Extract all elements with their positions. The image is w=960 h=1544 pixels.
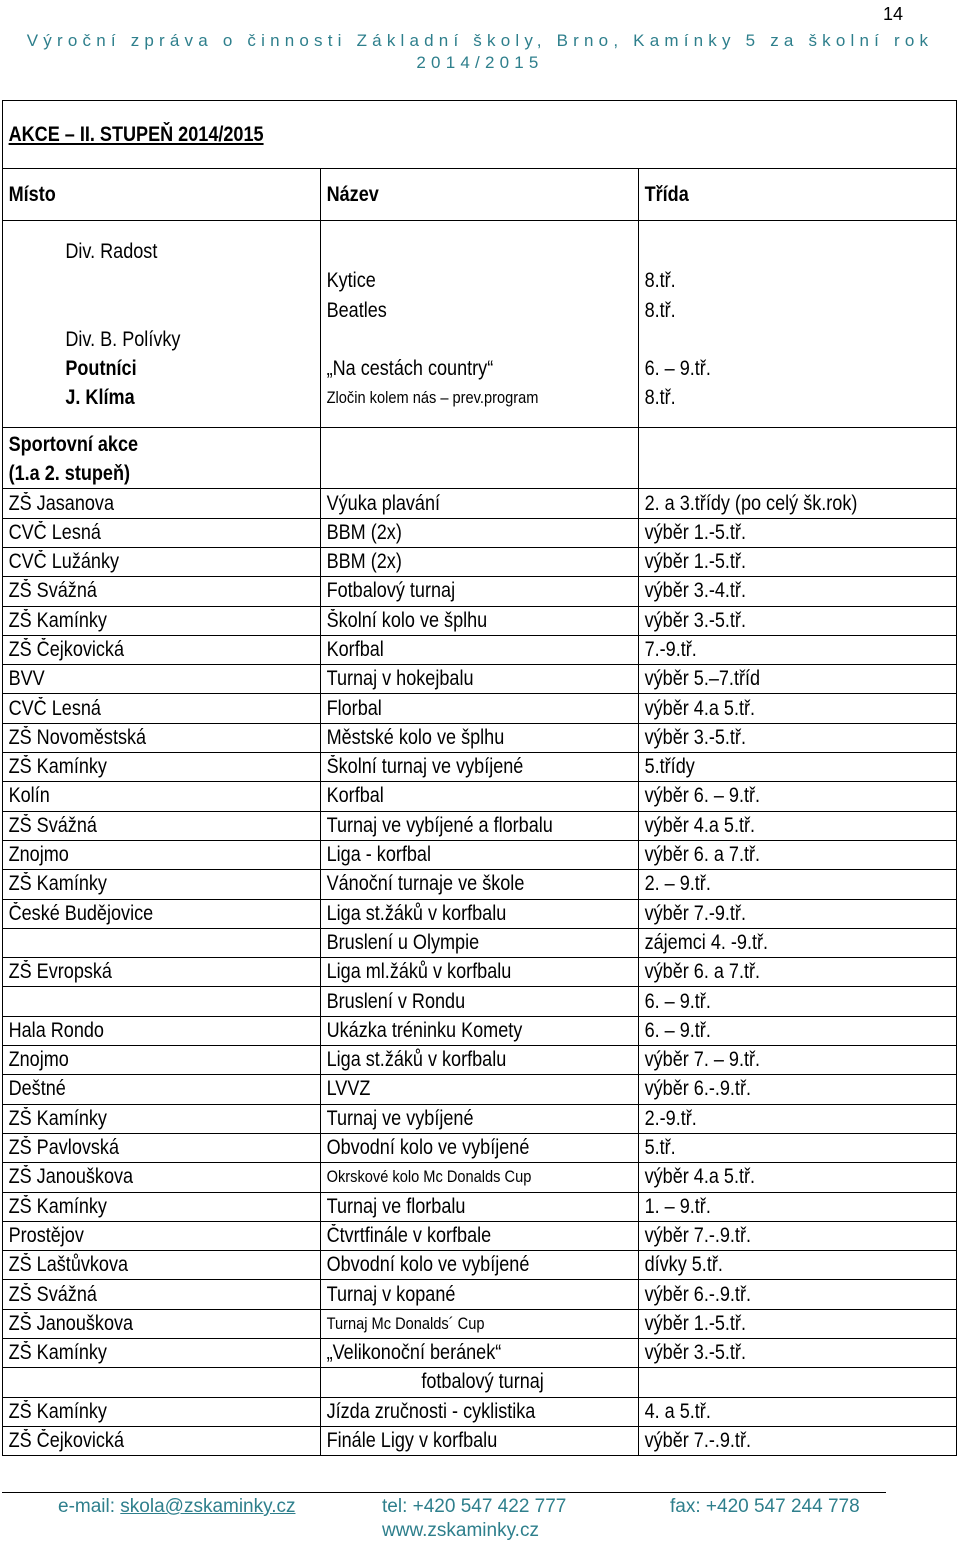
cell-nazev: Ukázka tréninku Komety xyxy=(321,1016,594,1045)
cell-misto: Deštné xyxy=(3,1075,276,1104)
header-row xyxy=(3,169,957,221)
cell-trida: výběr 4.a 5.tř. xyxy=(639,1163,912,1192)
culture-nazev: Kytice xyxy=(326,269,376,293)
culture-misto: J. Klíma xyxy=(64,386,135,410)
cell-trida: 7.-9.tř. xyxy=(639,635,912,664)
cell-trida: dívky 5.tř. xyxy=(639,1251,912,1280)
cell-trida: výběr 6.-.9.tř. xyxy=(639,1075,912,1104)
footer-web[interactable]: www.zskaminky.cz xyxy=(382,1520,539,1541)
cell-trida: 2. a 3.třídy (po celý šk.rok) xyxy=(639,489,912,518)
cell-nazev: Okrskové kolo Mc Donalds Cup xyxy=(321,1163,594,1192)
table-row xyxy=(3,635,957,664)
cell-misto: ZŠ Kamínky xyxy=(3,753,276,782)
table-row xyxy=(3,723,957,752)
cell-nazev: Turnaj ve vybíjené a florbalu xyxy=(321,811,594,840)
cell-nazev: BBM (2x) xyxy=(321,518,594,547)
table-row xyxy=(3,753,957,782)
cell-nazev: Fotbalový turnaj xyxy=(321,577,594,606)
table-title: AKCE – II. STUPEŇ 2014/2015 xyxy=(8,122,264,146)
culture-trida: 8.tř. xyxy=(644,386,676,410)
cell-misto: ZŠ Kamínky xyxy=(3,1397,276,1426)
cell-misto: BVV xyxy=(3,665,276,694)
culture-nazev: Beatles xyxy=(326,298,387,322)
cell-trida: zájemci 4. -9.tř. xyxy=(639,928,912,957)
cell-misto xyxy=(3,928,276,957)
table-row xyxy=(3,1280,957,1309)
cell-misto: ZŠ Novoměstská xyxy=(3,723,276,752)
table-row xyxy=(3,1221,957,1250)
cell-trida: 2.-9.tř. xyxy=(639,1104,912,1133)
column-header-nazev: Název xyxy=(321,169,594,221)
table-row xyxy=(3,958,957,987)
cell-trida: 1. – 9.tř. xyxy=(639,1192,912,1221)
table-row xyxy=(3,1426,957,1455)
cell-trida: 6. – 9.tř. xyxy=(639,987,912,1016)
culture-block xyxy=(3,221,957,428)
table-row xyxy=(3,1192,957,1221)
sport-heading-sub: (1.a 2. stupeň) xyxy=(8,462,130,486)
culture-nazev xyxy=(326,325,593,354)
table-row xyxy=(3,1075,957,1104)
table-row xyxy=(3,1046,957,1075)
table-row xyxy=(3,1016,957,1045)
cell-nazev: Korfbal xyxy=(321,635,594,664)
table-row xyxy=(3,1309,957,1338)
cell-trida: výběr 5.–7.tříd xyxy=(639,665,912,694)
cell-misto: Kolín xyxy=(3,782,276,811)
table-row xyxy=(3,782,957,811)
cell-misto: ZŠ Laštůvkova xyxy=(3,1251,276,1280)
cell-misto: Znojmo xyxy=(3,840,276,869)
cell-misto: ZŠ Kamínky xyxy=(3,870,276,899)
cell-misto xyxy=(3,987,276,1016)
cell-misto: ZŠ Janouškova xyxy=(3,1163,276,1192)
culture-trida xyxy=(644,325,911,354)
cell-nazev: Liga ml.žáků v korfbalu xyxy=(321,958,594,987)
cell-trida: 5.tř. xyxy=(639,1133,912,1162)
culture-misto xyxy=(8,296,275,325)
cell-trida: výběr 7.-.9.tř. xyxy=(639,1426,912,1455)
cell-nazev: Bruslení u Olympie xyxy=(321,928,594,957)
cell-misto: ZŠ Janouškova xyxy=(3,1309,276,1338)
table-row xyxy=(3,870,957,899)
sport-heading-row xyxy=(3,427,957,489)
table-row xyxy=(3,928,957,957)
cell-nazev: Školní kolo ve šplhu xyxy=(321,606,594,635)
cell-misto: ZŠ Jasanova xyxy=(3,489,276,518)
culture-misto xyxy=(8,266,275,295)
cell-trida xyxy=(639,1368,912,1397)
cell-misto: Hala Rondo xyxy=(3,1016,276,1045)
table-row xyxy=(3,1163,957,1192)
footer-email: e-mail: skola@zskaminky.cz xyxy=(58,1496,296,1517)
cell-trida: výběr 1.-5.tř. xyxy=(639,1309,912,1338)
cell-misto xyxy=(3,1368,276,1397)
cell-nazev: Obvodní kolo ve vybíjené xyxy=(321,1133,594,1162)
culture-trida: 6. – 9.tř. xyxy=(644,357,711,381)
cell-misto: ZŠ Čejkovická xyxy=(3,1426,276,1455)
cell-nazev: Výuka plavání xyxy=(321,489,594,518)
cell-misto: CVČ Lesná xyxy=(3,694,276,723)
table-row xyxy=(3,811,957,840)
report-header xyxy=(0,30,960,74)
cell-nazev: Finále Ligy v korfbalu xyxy=(321,1426,594,1455)
cell-misto: ZŠ Kamínky xyxy=(3,1338,276,1367)
table-row xyxy=(3,1338,957,1367)
table-row xyxy=(3,899,957,928)
cell-trida: 6. – 9.tř. xyxy=(639,1016,912,1045)
cell-nazev: Obvodní kolo ve vybíjené xyxy=(321,1251,594,1280)
column-header-misto: Místo xyxy=(3,169,276,221)
culture-misto: Div. B. Polívky xyxy=(64,327,180,351)
cell-trida: výběr 6. – 9.tř. xyxy=(639,782,912,811)
footer-tel: tel: +420 547 422 777 xyxy=(382,1496,567,1517)
title-row xyxy=(3,101,957,169)
cell-misto: ZŠ Pavlovská xyxy=(3,1133,276,1162)
cell-misto: ZŠ Kamínky xyxy=(3,606,276,635)
page-number: 14 xyxy=(883,4,904,24)
table-row xyxy=(3,489,957,518)
culture-nazev: „Na cestách country“ xyxy=(326,357,493,381)
cell-nazev: „Velikonoční beránek“ xyxy=(321,1338,594,1367)
cell-nazev: Liga - korfbal xyxy=(321,840,594,869)
cell-nazev: fotbalový turnaj xyxy=(343,1368,616,1397)
cell-misto: ZŠ Čejkovická xyxy=(3,635,276,664)
cell-misto: ZŠ Svážná xyxy=(3,577,276,606)
column-header-trida: Třída xyxy=(639,169,912,221)
footer-divider xyxy=(2,1492,886,1493)
cell-nazev: Vánoční turnaje ve škole xyxy=(321,870,594,899)
cell-nazev: Jízda zručnosti - cyklistika xyxy=(321,1397,594,1426)
cell-trida: 4. a 5.tř. xyxy=(639,1397,912,1426)
table-row xyxy=(3,694,957,723)
cell-misto: Prostějov xyxy=(3,1221,276,1250)
cell-trida: výběr 7.-9.tř. xyxy=(639,899,912,928)
cell-trida: výběr 3.-4.tř. xyxy=(639,577,912,606)
cell-nazev: Turnaj v hokejbalu xyxy=(321,665,594,694)
cell-misto: CVČ Lesná xyxy=(3,518,276,547)
cell-trida: výběr 3.-5.tř. xyxy=(639,723,912,752)
cell-nazev: LVVZ xyxy=(321,1075,594,1104)
table-row xyxy=(3,518,957,547)
table-row xyxy=(3,1104,957,1133)
cell-nazev: Školní turnaj ve vybíjené xyxy=(321,753,594,782)
culture-nazev xyxy=(326,237,593,266)
table-row xyxy=(3,987,957,1016)
cell-trida: výběr 6. a 7.tř. xyxy=(639,840,912,869)
cell-trida: výběr 6. a 7.tř. xyxy=(639,958,912,987)
culture-trida xyxy=(644,237,911,266)
cell-trida: výběr 1.-5.tř. xyxy=(639,518,912,547)
cell-trida: výběr 7.-.9.tř. xyxy=(639,1221,912,1250)
footer-fax: fax: +420 547 244 778 xyxy=(670,1496,860,1517)
table-row xyxy=(3,606,957,635)
cell-misto: České Budějovice xyxy=(3,899,276,928)
cell-misto: ZŠ Svážná xyxy=(3,1280,276,1309)
cell-nazev: Městské kolo ve šplhu xyxy=(321,723,594,752)
table-row xyxy=(3,1368,957,1397)
cell-nazev: BBM (2x) xyxy=(321,547,594,576)
cell-nazev: Čtvrtfinále v korfbale xyxy=(321,1221,594,1250)
culture-trida: 8.tř. xyxy=(644,298,676,322)
header-line-1: Výroční zpráva o činnosti Základní školy, Brno, Kamínky 5 za školní rok xyxy=(26,31,934,50)
cell-trida: 2. – 9.tř. xyxy=(639,870,912,899)
cell-misto: ZŠ Evropská xyxy=(3,958,276,987)
cell-trida: 5.třídy xyxy=(639,753,912,782)
cell-nazev: Liga st.žáků v korfbalu xyxy=(321,1046,594,1075)
table-row xyxy=(3,547,957,576)
cell-trida: výběr 6.-.9.tř. xyxy=(639,1280,912,1309)
cell-nazev: Turnaj v kopané xyxy=(321,1280,594,1309)
cell-misto: ZŠ Kamínky xyxy=(3,1104,276,1133)
table-row xyxy=(3,1397,957,1426)
table-row xyxy=(3,1251,957,1280)
cell-nazev: Turnaj Mc Donalds´ Cup xyxy=(321,1309,594,1338)
table-row xyxy=(3,665,957,694)
cell-nazev: Turnaj ve florbalu xyxy=(321,1192,594,1221)
cell-trida: výběr 3.-5.tř. xyxy=(639,606,912,635)
cell-nazev: Florbal xyxy=(321,694,594,723)
cell-trida: výběr 4.a 5.tř. xyxy=(639,694,912,723)
email-link[interactable]: skola@zskaminky.cz xyxy=(120,1496,296,1517)
table-row xyxy=(3,1133,957,1162)
cell-trida: výběr 3.-5.tř. xyxy=(639,1338,912,1367)
sport-heading: Sportovní akce xyxy=(8,432,138,456)
cell-nazev: Liga st.žáků v korfbalu xyxy=(321,899,594,928)
cell-nazev: Turnaj ve vybíjené xyxy=(321,1104,594,1133)
cell-trida: výběr 4.a 5.tř. xyxy=(639,811,912,840)
events-table xyxy=(2,100,957,1456)
cell-misto: Znojmo xyxy=(3,1046,276,1075)
cell-trida: výběr 1.-5.tř. xyxy=(639,547,912,576)
culture-misto: Poutníci xyxy=(64,357,137,381)
table-row xyxy=(3,840,957,869)
culture-nazev: Zločin kolem nás – prev.program xyxy=(326,388,538,408)
cell-nazev: Korfbal xyxy=(321,782,594,811)
table-row xyxy=(3,577,957,606)
culture-trida: 8.tř. xyxy=(644,269,676,293)
cell-nazev: Bruslení v Rondu xyxy=(321,987,594,1016)
header-line-2: 2014/2015 xyxy=(416,53,544,72)
cell-trida: výběr 7. – 9.tř. xyxy=(639,1046,912,1075)
cell-misto: CVČ Lužánky xyxy=(3,547,276,576)
cell-misto: ZŠ Svážná xyxy=(3,811,276,840)
cell-misto: ZŠ Kamínky xyxy=(3,1192,276,1221)
culture-misto: Div. Radost xyxy=(64,240,157,263)
